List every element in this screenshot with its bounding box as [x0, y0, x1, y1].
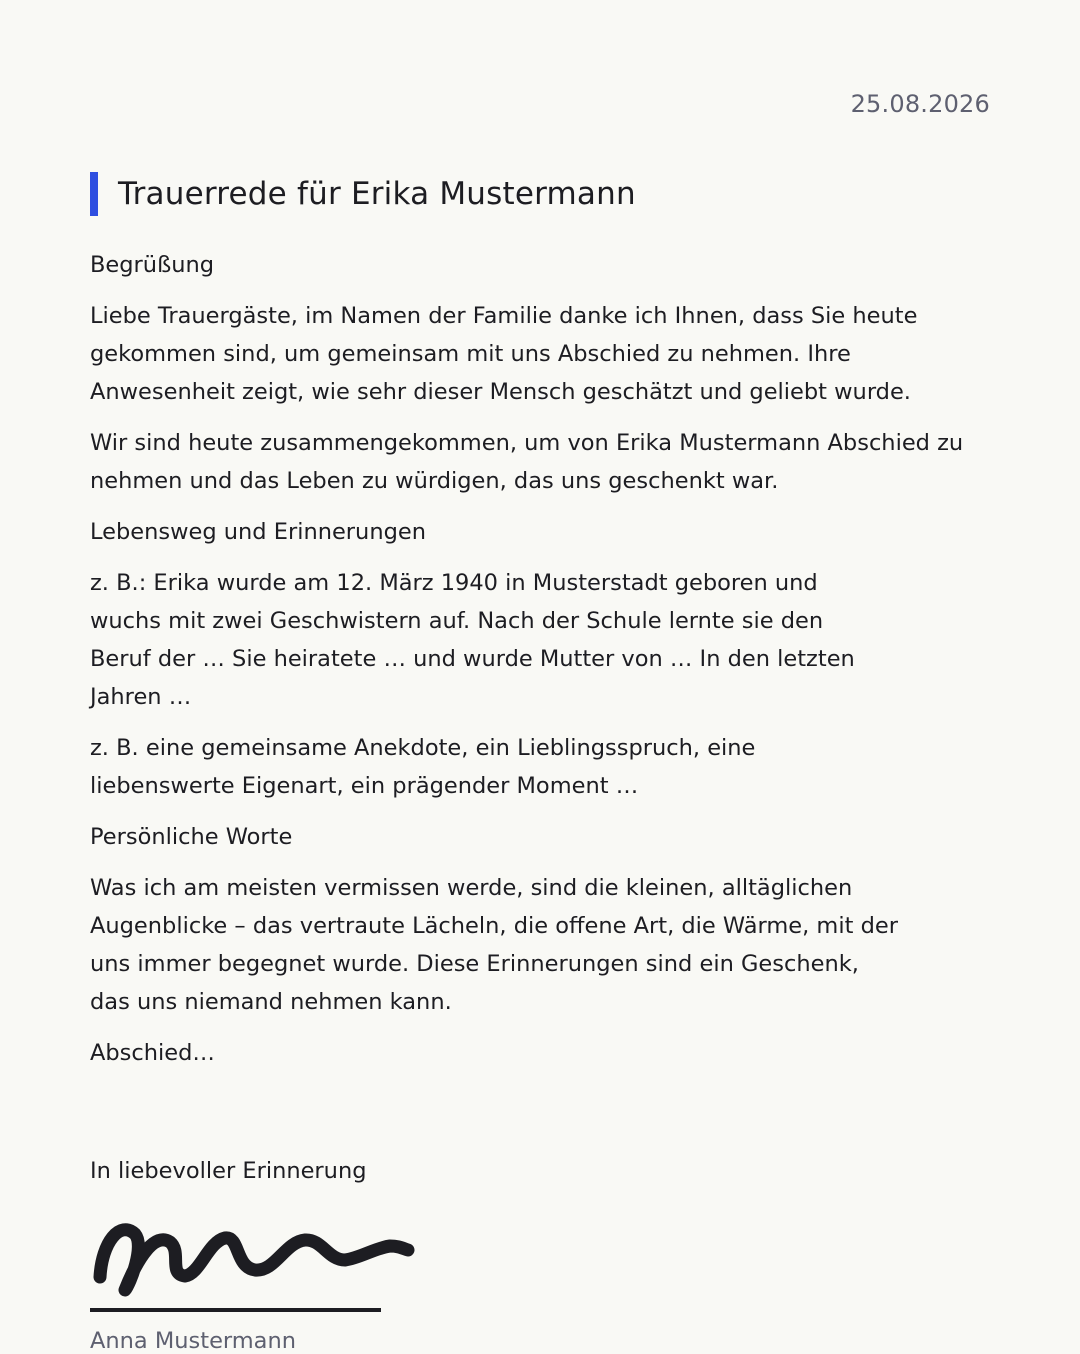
section-heading-personal: Persönliche Worte — [90, 824, 293, 850]
speech-content — [90, 246, 990, 1085]
section-heading-farewell: Abschied… — [90, 1040, 215, 1066]
signature-scribble — [90, 1212, 420, 1302]
title-block — [90, 172, 636, 216]
document-title: Trauerrede für Erika Mustermann — [118, 176, 636, 212]
paragraph-life-2: z. B. eine gemeinsame Anekdote, ein Lieblingsspruch, eine liebenswerte Eigenart, ein prägender Moment … — [90, 735, 756, 799]
title-accent-bar — [90, 172, 98, 216]
section-heading-greeting: Begrüßung — [90, 252, 215, 278]
closing-text: In liebevoller Erinnerung — [90, 1158, 367, 1184]
paragraph-personal-1: Was ich am meisten vermissen werde, sind die kleinen, alltäglichen Augenblicke – das vertraute Lächeln, die offene Art, die Wärme, mit der uns immer begegnet wurde. Diese Erinnerungen sind ein Geschenk, das uns niemand nehmen kann. — [90, 875, 898, 1015]
section-heading-life: Lebensweg und Erinnerungen — [90, 519, 426, 545]
paragraph-greeting-1: Liebe Trauergäste, im Namen der Familie danke ich Ihnen, dass Sie heute gekommen sind, um gemeinsam mit uns Abschied zu nehmen. Ihre Anwesenheit zeigt, wie sehr dieser Mensch geschätzt und geliebt wurde. — [90, 303, 918, 405]
paragraph-greeting-2: Wir sind heute zusammengekommen, um von Erika Mustermann Abschied zu nehmen und das Leben zu würdigen, das uns geschenkt war. — [90, 430, 964, 494]
document-date: 25.08.2026 — [850, 90, 990, 118]
paragraph-life-1: z. B.: Erika wurde am 12. März 1940 in Musterstadt geboren und wuchs mit zwei Geschwistern auf. Nach der Schule lernte sie den Beruf der … Sie heiratete … und wurde Mutter von … In den letzten Jahren … — [90, 570, 855, 710]
signature-line — [90, 1308, 381, 1312]
signer-name: Anna Mustermann — [90, 1328, 296, 1354]
